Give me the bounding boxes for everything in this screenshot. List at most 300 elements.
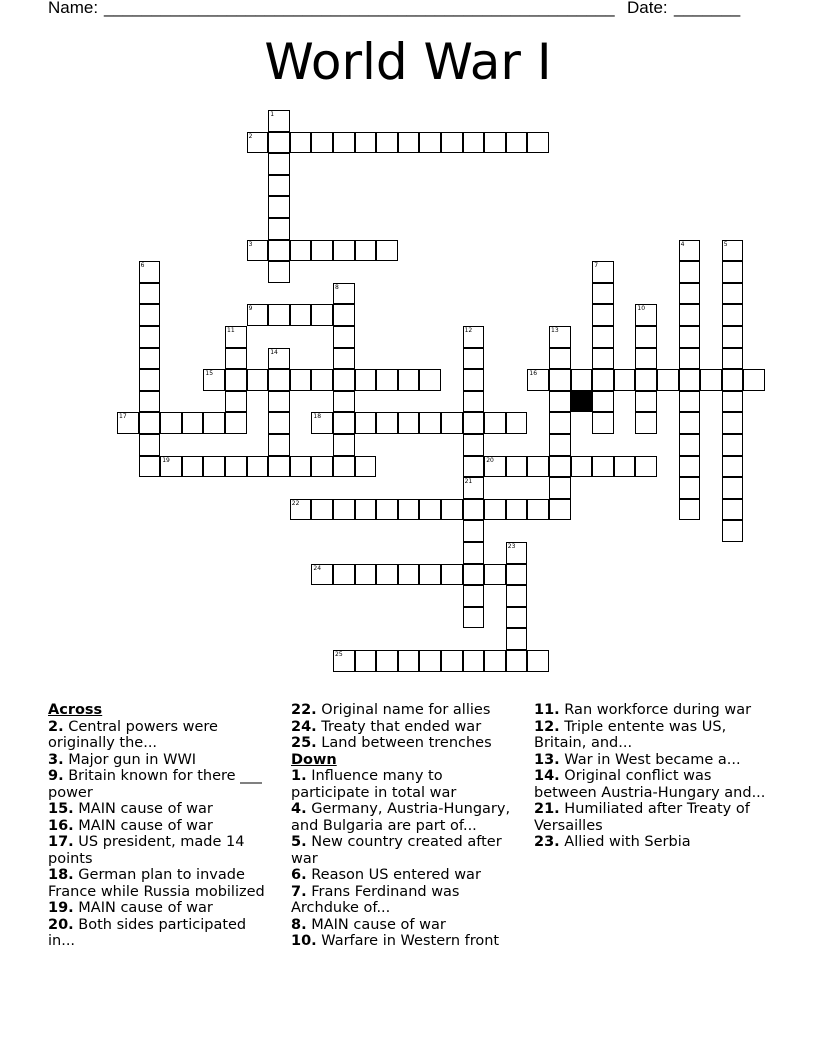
- clues-column-2: [291, 702, 516, 950]
- grid-cell[interactable]: [506, 650, 528, 672]
- grid-cell[interactable]: [398, 564, 420, 586]
- clue-text: MAIN cause of war: [78, 900, 213, 916]
- grid-cell[interactable]: [268, 218, 290, 240]
- grid-cell[interactable]: [679, 412, 701, 434]
- clue-down-12: [534, 719, 774, 752]
- grid-cell[interactable]: [614, 456, 636, 478]
- grid-cell[interactable]: [463, 542, 485, 564]
- grid-cell[interactable]: [527, 650, 549, 672]
- cell-number: 23: [507, 543, 516, 550]
- grid-cell[interactable]: [333, 326, 355, 348]
- grid-cell[interactable]: [268, 132, 290, 154]
- grid-cell[interactable]: [592, 456, 614, 478]
- page-title: World War I: [264, 33, 552, 91]
- cell-number: 2: [248, 132, 253, 140]
- grid-cell[interactable]: [722, 499, 744, 521]
- grid-cell[interactable]: [463, 434, 485, 456]
- clue-text: Major gun in WWI: [68, 751, 197, 768]
- clue-down-13: [534, 752, 774, 769]
- grid-cell[interactable]: [722, 369, 744, 391]
- grid-cell[interactable]: [182, 412, 204, 434]
- cell-number: 15: [205, 370, 214, 378]
- grid-cell[interactable]: [225, 456, 247, 478]
- grid-cell[interactable]: [463, 456, 485, 478]
- grid-cell[interactable]: [506, 499, 528, 521]
- grid-cell[interactable]: [506, 132, 528, 154]
- grid-cell[interactable]: [571, 456, 593, 478]
- grid-cell[interactable]: [333, 412, 355, 434]
- name-label: Name:: [48, 0, 99, 17]
- grid-cell[interactable]: [635, 412, 657, 434]
- grid-cell[interactable]: [463, 520, 485, 542]
- grid-cell[interactable]: [463, 412, 485, 434]
- grid-cell[interactable]: [311, 369, 333, 391]
- grid-cell[interactable]: [376, 412, 398, 434]
- grid-cell[interactable]: [463, 132, 485, 154]
- clue-text: Warfare in Western front: [321, 933, 500, 949]
- grid-cell[interactable]: [268, 391, 290, 413]
- cell-number: 3: [248, 240, 253, 248]
- grid-cell[interactable]: [139, 261, 161, 283]
- grid-cell[interactable]: [268, 240, 290, 262]
- grid-cell[interactable]: [247, 369, 269, 391]
- grid-cell[interactable]: [247, 304, 269, 326]
- grid-cell[interactable]: [527, 132, 549, 154]
- clue-down-21: [534, 801, 774, 834]
- grid-cell[interactable]: [139, 456, 161, 478]
- grid-cell[interactable]: [139, 434, 161, 456]
- grid-cell[interactable]: [722, 520, 744, 542]
- grid-cell[interactable]: [722, 412, 744, 434]
- clue-text: Britain known for there ___ power: [48, 768, 262, 801]
- grid-cell[interactable]: [139, 304, 161, 326]
- grid-cell[interactable]: [225, 412, 247, 434]
- grid-cell[interactable]: [549, 326, 571, 348]
- grid-cell[interactable]: [549, 434, 571, 456]
- grid-cell[interactable]: [311, 304, 333, 326]
- clue-number: 15.: [48, 801, 74, 817]
- grid-cell[interactable]: [355, 240, 377, 262]
- grid-cell[interactable]: [355, 132, 377, 154]
- grid-cell[interactable]: [463, 564, 485, 586]
- grid-cell[interactable]: [203, 412, 225, 434]
- black-cell: [571, 391, 593, 413]
- date-input-line[interactable]: _______: [674, 0, 741, 17]
- clue-text: Humiliated after Treaty of Versailles: [534, 801, 750, 834]
- grid-cell[interactable]: [139, 369, 161, 391]
- clue-number: 22.: [291, 702, 317, 718]
- cell-number: 20: [486, 456, 494, 464]
- grid-cell[interactable]: [290, 369, 312, 391]
- across-heading: Across: [48, 702, 103, 718]
- grid-cell[interactable]: [679, 477, 701, 499]
- grid-cell[interactable]: [268, 261, 290, 283]
- grid-cell[interactable]: [182, 456, 204, 478]
- grid-cell[interactable]: [355, 564, 377, 586]
- grid-cell[interactable]: [484, 132, 506, 154]
- grid-cell[interactable]: [484, 412, 506, 434]
- grid-cell[interactable]: [419, 412, 441, 434]
- grid-cell[interactable]: [117, 412, 139, 434]
- clue-text: US president, made 14 points: [48, 834, 245, 867]
- grid-cell[interactable]: [290, 132, 312, 154]
- clue-down-7: [291, 884, 516, 917]
- grid-cell[interactable]: [333, 564, 355, 586]
- clue-across-24: [291, 719, 516, 736]
- grid-cell[interactable]: [679, 304, 701, 326]
- grid-cell[interactable]: [722, 261, 744, 283]
- grid-cell[interactable]: [571, 369, 593, 391]
- grid-cell[interactable]: [268, 412, 290, 434]
- grid-cell[interactable]: [139, 348, 161, 370]
- grid-cell[interactable]: [635, 326, 657, 348]
- grid-cell[interactable]: [635, 391, 657, 413]
- clue-text: Central powers were originally the...: [48, 718, 218, 751]
- grid-cell[interactable]: [679, 348, 701, 370]
- grid-cell[interactable]: [679, 326, 701, 348]
- grid-cell[interactable]: [506, 607, 528, 629]
- clue-text: Treaty that ended war: [321, 718, 482, 735]
- clue-across-22: [291, 702, 516, 719]
- grid-cell[interactable]: [722, 240, 744, 262]
- grid-cell[interactable]: [484, 650, 506, 672]
- grid-cell[interactable]: [506, 412, 528, 434]
- grid-cell[interactable]: [549, 412, 571, 434]
- grid-cell[interactable]: [355, 412, 377, 434]
- grid-cell[interactable]: [247, 456, 269, 478]
- clue-number: 20.: [48, 916, 74, 933]
- cell-number: 9: [248, 305, 253, 313]
- grid-cell[interactable]: [463, 607, 485, 629]
- clue-number: 23.: [534, 834, 560, 850]
- clue-number: 17.: [48, 834, 74, 850]
- cell-number: 6: [140, 262, 145, 270]
- grid-cell[interactable]: [679, 499, 701, 521]
- grid-cell[interactable]: [268, 434, 290, 456]
- grid-cell[interactable]: [139, 283, 161, 305]
- clue-text: MAIN cause of war: [78, 817, 213, 834]
- grid-cell[interactable]: [355, 499, 377, 521]
- grid-cell[interactable]: [527, 369, 549, 391]
- grid-cell[interactable]: [679, 283, 701, 305]
- grid-cell[interactable]: [311, 456, 333, 478]
- clue-across-20: [48, 917, 273, 950]
- grid-cell[interactable]: [311, 132, 333, 154]
- grid-cell[interactable]: [463, 391, 485, 413]
- grid-cell[interactable]: [635, 348, 657, 370]
- grid-cell[interactable]: [376, 564, 398, 586]
- grid-cell[interactable]: [592, 261, 614, 283]
- name-input-line[interactable]: ______________________________________________________: [104, 0, 615, 17]
- grid-cell[interactable]: [311, 564, 333, 586]
- clue-number: 11.: [534, 702, 560, 718]
- clue-text: Allied with Serbia: [564, 834, 691, 850]
- grid-cell[interactable]: [203, 456, 225, 478]
- clue-down-1: [291, 768, 516, 801]
- clue-text: Influence many to participate in total war: [291, 768, 457, 801]
- grid-cell[interactable]: [549, 369, 571, 391]
- grid-cell[interactable]: [333, 132, 355, 154]
- grid-cell[interactable]: [722, 348, 744, 370]
- grid-cell[interactable]: [635, 456, 657, 478]
- grid-cell[interactable]: [311, 240, 333, 262]
- grid-cell[interactable]: [441, 412, 463, 434]
- grid-cell[interactable]: [376, 499, 398, 521]
- grid-cell[interactable]: [592, 304, 614, 326]
- clue-text: German plan to invade France while Russia mobilized: [48, 867, 265, 900]
- cell-number: 24: [313, 564, 322, 572]
- grid-cell[interactable]: [376, 132, 398, 154]
- clue-number: 7.: [291, 883, 307, 900]
- grid-cell[interactable]: [722, 434, 744, 456]
- grid-cell[interactable]: [333, 499, 355, 521]
- cell-number: 18: [313, 413, 322, 421]
- grid-cell[interactable]: [355, 650, 377, 672]
- grid-cell[interactable]: [506, 542, 528, 564]
- grid-cell[interactable]: [679, 456, 701, 478]
- grid-cell[interactable]: [419, 564, 441, 586]
- grid-cell[interactable]: [635, 369, 657, 391]
- clue-across-17: [48, 834, 273, 867]
- grid-cell[interactable]: [268, 110, 290, 132]
- grid-cell[interactable]: [355, 456, 377, 478]
- clues-column-1: [48, 702, 273, 950]
- clue-down-23: [534, 834, 774, 851]
- grid-cell[interactable]: [290, 304, 312, 326]
- grid-cell[interactable]: [290, 456, 312, 478]
- grid-cell[interactable]: [268, 304, 290, 326]
- grid-cell[interactable]: [268, 153, 290, 175]
- clue-across-25: [291, 735, 516, 752]
- cell-number: 16: [529, 370, 538, 378]
- grid-cell[interactable]: [333, 304, 355, 326]
- clue-down-4: [291, 801, 516, 834]
- grid-cell[interactable]: [376, 369, 398, 391]
- grid-cell[interactable]: [679, 434, 701, 456]
- grid-cell[interactable]: [398, 650, 420, 672]
- grid-cell[interactable]: [722, 304, 744, 326]
- cell-number: 13: [551, 327, 559, 334]
- cell-number: 25: [335, 651, 343, 658]
- grid-cell[interactable]: [722, 391, 744, 413]
- grid-cell[interactable]: [398, 132, 420, 154]
- cell-number: 22: [291, 499, 300, 507]
- grid-cell[interactable]: [419, 369, 441, 391]
- clue-text: Original name for allies: [321, 702, 491, 718]
- clue-number: 6.: [291, 867, 307, 883]
- grid-cell[interactable]: [290, 499, 312, 521]
- grid-cell[interactable]: [203, 369, 225, 391]
- grid-cell[interactable]: [527, 456, 549, 478]
- grid-cell[interactable]: [463, 650, 485, 672]
- grid-cell[interactable]: [290, 240, 312, 262]
- clue-number: 5.: [291, 834, 307, 850]
- grid-cell[interactable]: [484, 564, 506, 586]
- grid-cell[interactable]: [160, 412, 182, 434]
- date-label: Date:: [627, 0, 668, 17]
- clue-text: Triple entente was US, Britain, and...: [534, 718, 727, 751]
- grid-cell[interactable]: [679, 391, 701, 413]
- clue-number: 25.: [291, 735, 317, 751]
- grid-cell[interactable]: [700, 369, 722, 391]
- grid-cell[interactable]: [419, 132, 441, 154]
- grid-cell[interactable]: [225, 326, 247, 348]
- clue-number: 10.: [291, 933, 317, 949]
- grid-cell[interactable]: [549, 391, 571, 413]
- clue-text: Germany, Austria-Hungary, and Bulgaria are part of...: [291, 801, 511, 834]
- grid-cell[interactable]: [398, 499, 420, 521]
- cell-number: 5: [723, 240, 728, 248]
- grid-cell[interactable]: [333, 348, 355, 370]
- clue-number: 21.: [534, 801, 560, 817]
- grid-cell[interactable]: [679, 369, 701, 391]
- grid-cell[interactable]: [441, 564, 463, 586]
- grid-cell[interactable]: [463, 348, 485, 370]
- grid-cell[interactable]: [376, 240, 398, 262]
- grid-cell[interactable]: [160, 456, 182, 478]
- grid-cell[interactable]: [268, 456, 290, 478]
- grid-cell[interactable]: [139, 326, 161, 348]
- grid-cell[interactable]: [268, 348, 290, 370]
- grid-cell[interactable]: [441, 132, 463, 154]
- clue-down-14: [534, 768, 774, 801]
- grid-cell[interactable]: [722, 477, 744, 499]
- grid-cell[interactable]: [398, 369, 420, 391]
- grid-cell[interactable]: [679, 240, 701, 262]
- grid-cell[interactable]: [592, 348, 614, 370]
- clue-across-2: [48, 719, 273, 752]
- grid-cell[interactable]: [463, 477, 485, 499]
- grid-cell[interactable]: [225, 369, 247, 391]
- cell-number: 4: [680, 240, 685, 248]
- grid-cell[interactable]: [506, 564, 528, 586]
- cell-number: 10: [637, 305, 646, 313]
- grid-cell[interactable]: [614, 369, 636, 391]
- grid-cell[interactable]: [441, 499, 463, 521]
- grid-cell[interactable]: [139, 412, 161, 434]
- grid-cell[interactable]: [506, 585, 528, 607]
- clue-number: 4.: [291, 801, 307, 817]
- clue-text: MAIN cause of war: [311, 916, 446, 933]
- grid-cell[interactable]: [333, 369, 355, 391]
- grid-cell[interactable]: [268, 175, 290, 197]
- cell-number: 14: [270, 348, 278, 356]
- clue-text: Ran workforce during war: [564, 702, 752, 718]
- grid-cell[interactable]: [679, 261, 701, 283]
- grid-cell[interactable]: [225, 348, 247, 370]
- grid-cell[interactable]: [549, 456, 571, 478]
- grid-cell[interactable]: [549, 477, 571, 499]
- clue-text: War in West became a...: [564, 751, 741, 768]
- grid-cell[interactable]: [592, 283, 614, 305]
- clue-down-8: [291, 917, 516, 934]
- grid-cell[interactable]: [333, 240, 355, 262]
- grid-cell[interactable]: [484, 456, 506, 478]
- grid-cell[interactable]: [333, 391, 355, 413]
- grid-cell[interactable]: [398, 412, 420, 434]
- grid-cell[interactable]: [592, 391, 614, 413]
- grid-cell[interactable]: [355, 369, 377, 391]
- clue-down-10: [291, 933, 516, 950]
- clue-across-16: [48, 818, 273, 835]
- grid-cell[interactable]: [441, 650, 463, 672]
- grid-cell[interactable]: [419, 650, 441, 672]
- grid-cell[interactable]: [333, 434, 355, 456]
- clue-number: 8.: [291, 916, 307, 933]
- clue-text: Original conflict was between Austria-Hungary and...: [534, 768, 766, 801]
- grid-cell[interactable]: [247, 240, 269, 262]
- clue-text: MAIN cause of war: [78, 801, 213, 817]
- grid-cell[interactable]: [722, 456, 744, 478]
- grid-cell[interactable]: [722, 326, 744, 348]
- grid-cell[interactable]: [311, 499, 333, 521]
- grid-cell[interactable]: [592, 412, 614, 434]
- grid-cell[interactable]: [592, 326, 614, 348]
- down-heading: Down: [291, 751, 337, 768]
- grid-cell[interactable]: [463, 499, 485, 521]
- clue-number: 9.: [48, 768, 64, 784]
- grid-cell[interactable]: [311, 412, 333, 434]
- cell-number: 21: [464, 478, 473, 486]
- grid-cell[interactable]: [333, 283, 355, 305]
- cell-number: 17: [119, 413, 127, 421]
- grid-cell[interactable]: [549, 348, 571, 370]
- grid-cell[interactable]: [592, 369, 614, 391]
- cell-number: 1: [270, 111, 275, 118]
- grid-cell[interactable]: [506, 456, 528, 478]
- grid-cell[interactable]: [268, 196, 290, 218]
- clue-text: New country created after war: [291, 834, 502, 867]
- grid-cell[interactable]: [419, 499, 441, 521]
- clue-across-3: [48, 752, 273, 769]
- grid-cell[interactable]: [484, 499, 506, 521]
- grid-cell[interactable]: [225, 391, 247, 413]
- clue-number: 12.: [534, 718, 560, 735]
- grid-cell[interactable]: [376, 650, 398, 672]
- grid-cell[interactable]: [463, 369, 485, 391]
- grid-cell[interactable]: [549, 499, 571, 521]
- grid-cell[interactable]: [657, 369, 679, 391]
- grid-cell[interactable]: [463, 326, 485, 348]
- cell-number: 19: [162, 456, 170, 464]
- cell-number: 7: [594, 262, 599, 270]
- clue-number: 16.: [48, 817, 74, 834]
- grid-cell[interactable]: [268, 369, 290, 391]
- grid-cell[interactable]: [743, 369, 765, 391]
- grid-cell[interactable]: [333, 650, 355, 672]
- clues-column-3: [534, 702, 774, 851]
- grid-cell[interactable]: [506, 628, 528, 650]
- clue-text: Both sides participated in...: [48, 916, 247, 949]
- clue-across-15: [48, 801, 273, 818]
- clue-down-6: [291, 867, 516, 884]
- clue-across-19: [48, 900, 273, 917]
- grid-cell[interactable]: [722, 283, 744, 305]
- clue-number: 2.: [48, 718, 64, 735]
- clue-number: 24.: [291, 718, 317, 735]
- grid-cell[interactable]: [635, 304, 657, 326]
- grid-cell[interactable]: [139, 391, 161, 413]
- clue-number: 18.: [48, 867, 74, 883]
- cell-number: 11: [227, 327, 235, 334]
- grid-cell[interactable]: [463, 585, 485, 607]
- grid-cell[interactable]: [333, 456, 355, 478]
- grid-cell[interactable]: [247, 132, 269, 154]
- clue-across-9: [48, 768, 273, 801]
- clue-number: 19.: [48, 900, 74, 916]
- grid-cell[interactable]: [527, 499, 549, 521]
- clue-text: Frans Ferdinand was Archduke of...: [291, 883, 460, 916]
